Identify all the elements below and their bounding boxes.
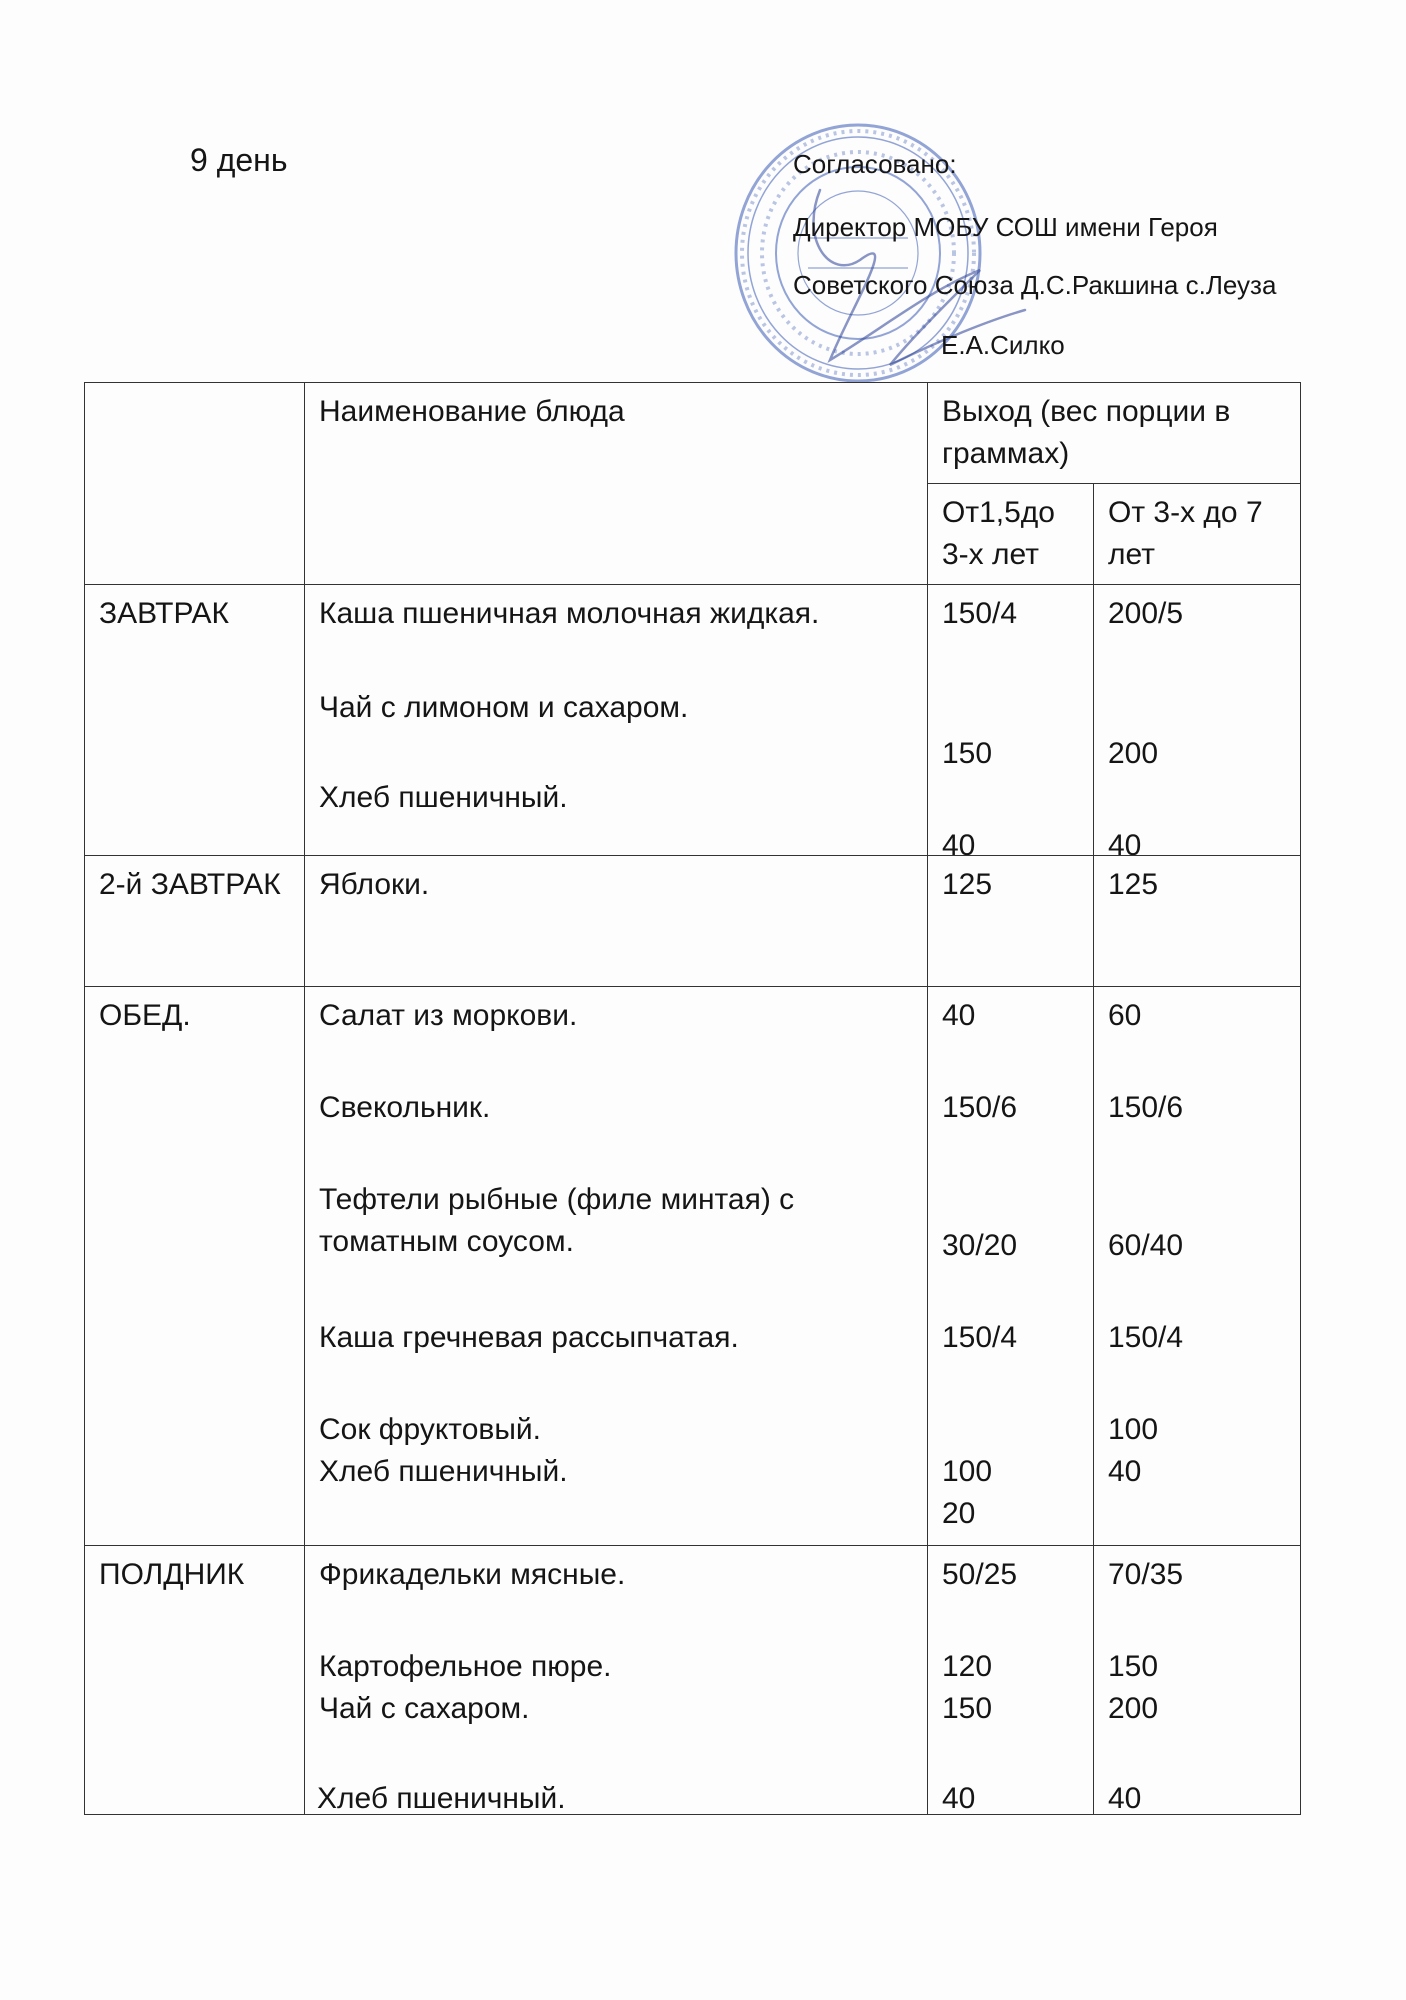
portion-value: 40 <box>942 829 976 856</box>
portion-value: 150/4 <box>942 1321 1018 1354</box>
dish-list <box>305 987 928 1546</box>
portion-value: 60 <box>1108 999 1142 1032</box>
table-row <box>85 856 1301 987</box>
portion-value: 60/40 <box>1108 1229 1184 1262</box>
dish-item: Сок фруктовый. <box>319 1413 541 1446</box>
portion-value: 40 <box>942 1782 976 1815</box>
header-age-a-label: От1,5до 3-х лет <box>942 496 1055 571</box>
meal-name: ПОЛДНИК <box>85 1546 305 1815</box>
header-age-b <box>1094 484 1301 585</box>
approval-heading: Согласовано: <box>793 149 957 179</box>
header-output-label: Выход (вес порции в граммах) <box>942 395 1231 470</box>
portion-value: 150/4 <box>942 597 1018 630</box>
portion-list-a <box>928 987 1094 1546</box>
dish-item: Хлеб пшеничный. <box>319 1455 568 1488</box>
portion-value: 40 <box>1108 1782 1142 1815</box>
portion-value: 125 <box>1094 856 1301 987</box>
dish-item: Каша гречневая рассыпчатая. <box>319 1321 739 1354</box>
portion-value: 150/6 <box>942 1091 1018 1124</box>
portion-value: 100 <box>1108 1413 1159 1446</box>
menu-table <box>84 382 1301 1815</box>
table-row <box>85 585 1301 856</box>
meal-name: ОБЕД. <box>85 987 305 1546</box>
dish-item: Хлеб пшеничный. <box>319 781 568 814</box>
portion-value: 70/35 <box>1108 1558 1184 1591</box>
header-meal-cell <box>85 383 305 585</box>
header-output <box>928 383 1301 484</box>
header-age-b-label: От 3-х до 7 лет <box>1108 496 1263 571</box>
approval-organization: Советского Союза Д.С.Ракшина с.Леуза <box>793 270 1277 300</box>
portion-list-a <box>928 585 1094 856</box>
header-age-a <box>928 484 1094 585</box>
portion-value: 200 <box>1108 737 1159 770</box>
portion-list-a <box>928 1546 1094 1815</box>
portion-value: 150 <box>942 737 993 770</box>
meal-name: 2-й ЗАВТРАК <box>85 856 305 987</box>
approval-signatory: Е.А.Силко <box>941 330 1065 360</box>
portion-value: 150 <box>942 1692 993 1725</box>
header-dish-label: Наименование блюда <box>319 395 625 428</box>
table-row <box>85 987 1301 1546</box>
portion-value: 40 <box>1108 1455 1142 1488</box>
portion-value: 20 <box>942 1497 976 1530</box>
portion-value: 150/4 <box>1108 1321 1184 1354</box>
dish-item: Чай с сахаром. <box>319 1692 530 1725</box>
dish-list <box>305 585 928 856</box>
table-header-row <box>85 383 1301 484</box>
dish-item: Хлеб пшеничный. <box>317 1782 566 1815</box>
day-title: 9 день <box>190 142 288 178</box>
portion-value: 50/25 <box>942 1558 1018 1591</box>
portion-list-b <box>1094 585 1301 856</box>
dish-item: Чай с лимоном и сахаром. <box>319 691 689 724</box>
portion-value: 40 <box>1108 829 1142 856</box>
portion-value: 100 <box>942 1455 993 1488</box>
meal-name: ЗАВТРАК <box>85 585 305 856</box>
dish-item: Свекольник. <box>319 1091 491 1124</box>
dish-item: Тефтели рыбные (филе минтая) с томатным соусом. <box>319 1183 795 1258</box>
dish-item: Салат из моркови. <box>319 999 578 1032</box>
portion-list-b <box>1094 1546 1301 1815</box>
portion-value: 150 <box>1108 1650 1159 1683</box>
portion-value: 30/20 <box>942 1229 1018 1262</box>
header-dish-name <box>305 383 928 585</box>
portion-value: 40 <box>942 999 976 1032</box>
portion-value: 200/5 <box>1108 597 1184 630</box>
dish-item: Яблоки. <box>305 856 928 987</box>
portion-value: 125 <box>928 856 1094 987</box>
dish-item: Картофельное пюре. <box>319 1650 612 1683</box>
dish-item: Каша пшеничная молочная жидкая. <box>319 597 820 630</box>
dish-item: Фрикадельки мясные. <box>319 1558 626 1591</box>
approval-position: Директор МОБУ СОШ имени Героя <box>793 212 1218 242</box>
portion-value: 120 <box>942 1650 993 1683</box>
table-row <box>85 1546 1301 1815</box>
portion-list-b <box>1094 987 1301 1546</box>
portion-value: 150/6 <box>1108 1091 1184 1124</box>
dish-list <box>305 1546 928 1815</box>
portion-value: 200 <box>1108 1692 1159 1725</box>
